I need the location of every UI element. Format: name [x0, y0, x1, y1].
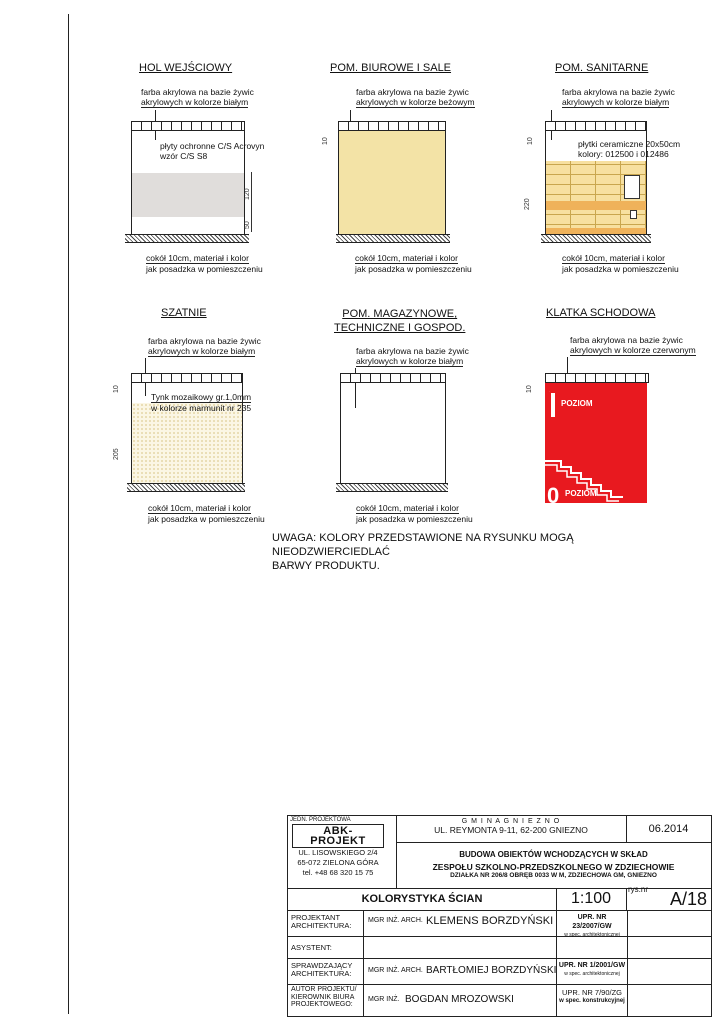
row-autor: AUTOR PROJEKTU/ KIEROWNIK BIURA PROJEKTOWEGO: MGR INŻ. BOGDAN MROZOWSKI UPR. NR 7/90/ZG w spec. konstrukcyjnej [288, 984, 711, 1016]
project-cell: BUDOWA OBIEKTÓW WCHODZĄCYCH W SKŁAD ZESPOŁU SZKOLNO-PRZEDSZKOLNEGO W ZDZIECHOWIE DZIAŁKA NR 206/8 OBRĘB 0033 W M, ZDZIECHOWA GM, GNIEZNO [396, 842, 711, 889]
level-0-label: POZIOM [565, 489, 597, 498]
date: 06.2014 [648, 823, 689, 835]
dim-top-klatka: 10 [526, 385, 533, 393]
wall-biurowe [338, 131, 446, 234]
paint-note-hol: farba akrylowa na bazie żywic akrylowych w kolorze białym [141, 87, 254, 107]
mirror [624, 175, 640, 199]
protective-panels-hol [132, 173, 244, 217]
scale-cell [556, 888, 627, 911]
drawing-title: KOLORYSTYKA ŚCIAN [361, 893, 483, 905]
sheet-cell [626, 885, 711, 911]
paint-note-biurowe: farba akrylowa na bazie żywic akrylowych w kolorze beżowym [356, 87, 475, 107]
dim-plaster-szatnie: 205 [113, 448, 120, 460]
base-note-magazynowe: cokół 10cm, materiał i kolor jak posadzka w pomieszczeniu [356, 503, 473, 524]
panel-title-klatka: KLATKA SCHODOWA [546, 307, 656, 319]
sheet-border-line [68, 14, 69, 1014]
panel-title-sanitarne: POM. SANITARNE [555, 62, 649, 74]
scale: 1:100 [570, 890, 612, 907]
base-note-szatnie: cokół 10cm, materiał i kolor jak posadzka w pomieszczeniu [148, 503, 265, 524]
drawing-title-cell [288, 888, 557, 911]
level-0-glyph: 0 [547, 483, 560, 503]
panel-title-magazynowe: POM. MAGAZYNOWE, TECHNICZNE I GOSPOD. [334, 308, 466, 334]
investor-address: UL. REYMONTA 9-11, 62-200 GNIEZNO [434, 825, 588, 835]
ceiling-magazynowe [340, 373, 446, 383]
panel-title-szatnie: SZATNIE [161, 307, 207, 319]
tile-note-sanitarne: płytki ceramiczne 20x50cm kolory: 012500 i 012486 [578, 139, 681, 159]
title-block [287, 815, 712, 1017]
dim-top-biurowe: 10 [322, 137, 329, 145]
investor-cell [396, 816, 627, 843]
row-asystent: ASYSTENT: [288, 936, 711, 959]
paint-note-magazynowe: farba akrylowa na bazie żywic akrylowych w kolorze białym [356, 346, 469, 366]
date-cell [626, 816, 711, 843]
ceiling-biurowe [338, 121, 446, 131]
floor-biurowe [336, 234, 450, 243]
mosaic-plaster-szatnie [132, 403, 242, 483]
wall-magazynowe [340, 383, 446, 483]
base-note-sanitarne: cokół 10cm, materiał i kolor jak posadzka w pomieszczeniu [562, 253, 679, 274]
floor-szatnie [127, 483, 245, 492]
panel-note-hol: płyty ochronne C/S Acrovyn wzór C/S S8 [160, 141, 265, 161]
investor-name: G M I N A G N I E Z N O [461, 818, 561, 825]
company-logo: ABK-PROJEKT [292, 824, 384, 848]
office-info: ABK-PROJEKT UL. LISOWSKIEGO 2/4 65-072 ZIELONA GÓRA tel. +48 68 320 15 75 [292, 824, 384, 878]
office-cell [288, 816, 397, 889]
dim-tile-sanitarne: 220 [524, 198, 531, 210]
floor-sanitarne [541, 234, 651, 243]
sheet-label: rys.nr [628, 885, 648, 894]
sheet-number: A/18 [669, 889, 707, 909]
dispenser [630, 210, 637, 219]
accent-tile-band [546, 201, 646, 210]
panel-title-biurowe: POM. BIUROWE I SALE [330, 62, 452, 74]
paint-note-klatka: farba akrylowa na bazie żywic akrylowych w kolorze czerwonym [570, 335, 696, 355]
dim-50-hol: 50 [244, 221, 251, 229]
floor-hol [125, 234, 249, 243]
ceiling-hol [131, 121, 245, 131]
paint-note-sanitarne: farba akrylowa na bazie żywic akrylowych w kolorze białym [562, 87, 675, 107]
wall-klatka [545, 383, 647, 503]
dimension-line-hol [251, 172, 252, 232]
dim-top-sanitarne: 10 [527, 137, 534, 145]
plaster-note-szatnie: Tynk mozaikowy gr.1,0mm w kolorze marmunit nr 235 [151, 392, 252, 413]
level-1-label: POZIOM [561, 399, 593, 408]
stairs-graphic [545, 383, 647, 503]
paint-note-szatnie: farba akrylowa na bazie żywic akrylowych w kolorze białym [148, 336, 261, 356]
office-label: JEDN. PROJEKTOWA [290, 817, 351, 823]
row-projektant: PROJEKTANT ARCHITEKTURA: MGR INŻ. ARCH. KLEMENS BORZDYŃSKI UPR. NR 23/2007/GW w spec. architektonicznej [288, 910, 711, 937]
base-note-hol: cokół 10cm, materiał i kolor jak posadzka w pomieszczeniu [146, 253, 263, 274]
ceiling-klatka [545, 373, 649, 383]
base-note-biurowe: cokół 10cm, materiał i kolor jak posadzka w pomieszczeniu [355, 253, 472, 274]
dim-top-szatnie: 10 [113, 385, 120, 393]
panel-title-hol: HOL WEJŚCIOWY [139, 62, 233, 74]
floor-magazynowe [336, 483, 448, 492]
color-warning-note: UWAGA: KOLORY PRZEDSTAWIONE NA RYSUNKU MOGĄ NIEODZWIERCIEDLAĆ BARWY PRODUKTU. [272, 532, 574, 572]
ceiling-sanitarne [545, 121, 647, 131]
dim-120-hol: 120 [244, 188, 251, 200]
ceiling-szatnie [131, 373, 243, 383]
row-sprawdzajacy: SPRAWDZAJĄCY ARCHITEKTURA: MGR INŻ. ARCH. BARTŁOMIEJ BORZDYŃSKI UPR. NR 1/2001/GW w spec. architektonicznej [288, 958, 711, 985]
